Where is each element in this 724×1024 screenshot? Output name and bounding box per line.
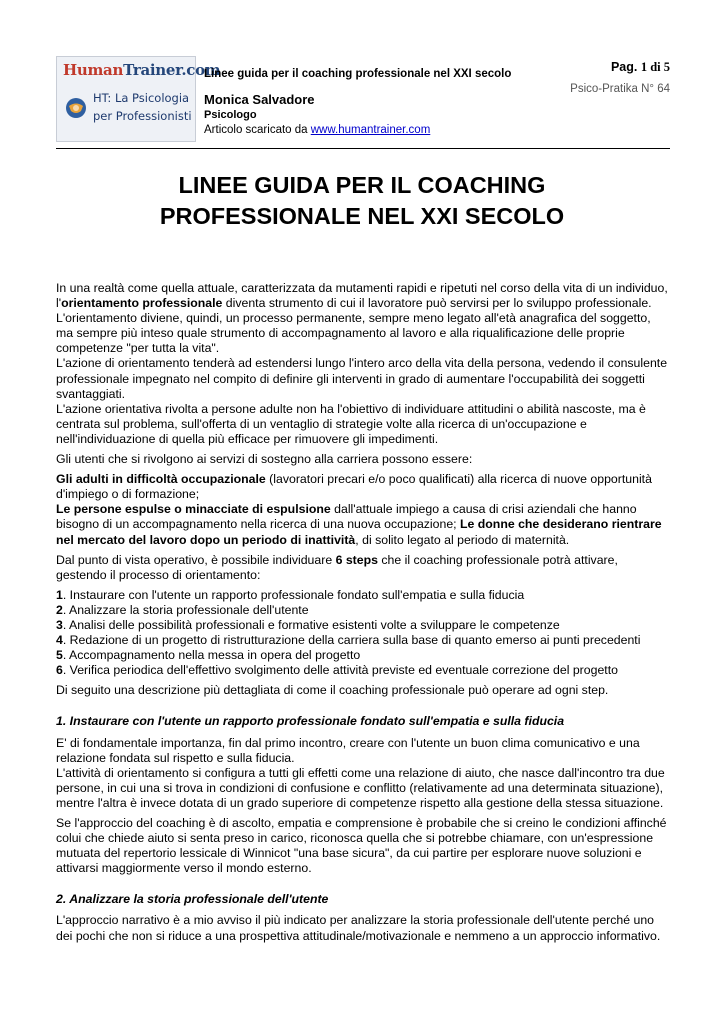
humantrainer-link[interactable]: www.humantrainer.com	[310, 124, 431, 136]
section-1-heading: 1. Instaurare con l'utente un rapporto professionale fondato sull'empatia e sulla fiducia	[56, 714, 565, 729]
steps-intro-text-2: che il coaching professionale potrà attivare, gestendo il processo di orientamento:	[56, 552, 618, 582]
page-current: 1	[640, 60, 648, 74]
header-download-note	[204, 124, 430, 136]
step-number: 3	[56, 617, 63, 632]
list-item	[56, 603, 670, 618]
section-2-heading: 2. Analizzare la storia professionale dell'utente	[56, 892, 329, 907]
steps-intro-bold: 6 steps	[335, 552, 378, 567]
targets-paragraph	[56, 472, 670, 547]
target-1-bold: Gli adulti in difficoltà occupazionale	[56, 472, 266, 487]
logo-brand-trainer: Trainer.com	[123, 61, 221, 79]
logo-tagline-1: HT: La Psicologia	[93, 91, 190, 105]
intro-paragraph	[56, 281, 670, 447]
title-line-2: PROFESSIONALE NEL XXI SECOLO	[159, 203, 565, 229]
article-body	[56, 281, 670, 949]
target-1-text: (lavoratori precari e/o poco qualificati) alla ricerca di nuove opportunità d'impiego o di formazione;	[56, 472, 652, 502]
list-item	[56, 588, 670, 603]
header-author-role: Psicologo	[204, 109, 257, 121]
header-article-title: Linee guida per il coaching professionale nel XXI secolo	[204, 68, 512, 80]
step-text: . Instaurare con l'utente un rapporto professionale fondato sull'empatia e sulla fiducia	[62, 587, 525, 602]
page-total: 5	[663, 60, 670, 74]
page-header	[56, 50, 670, 146]
steps-intro-text-1: Dal punto di vista operativo, è possibile individuare	[56, 552, 336, 567]
title-line-1: LINEE GUIDA PER IL COACHING	[178, 172, 546, 198]
section-1-text-a: E' di fondamentale importanza, fin dal primo incontro, creare con l'utente un buon clima comunicativo e una relazione fondata sul rispetto e sulla fiducia.	[56, 735, 640, 765]
intro-text-5: L'azione orientativa rivolta a persone adulte non ha l'obiettivo di individuare attitudini o abilità nascoste, ma è centrata sul problema, sull'offerta di un ventaglio di strategie volte alla ricerca di un'occupazione e nell'individuazione di quella più efficace per rimuovere gli impedimenti.	[56, 401, 646, 446]
step-number: 2	[56, 602, 63, 617]
page-of: di	[647, 60, 664, 74]
target-2-text: dall'attuale impiego a causa di crisi aziendali che hanno bisogno di un accompagnamento nella ricerca di una nuova occupazione;	[56, 502, 637, 532]
target-2-bold: Le persone espulse o minacciate di espulsione	[56, 502, 331, 517]
target-3-bold: Le donne che desiderano rientrare nel mercato del lavoro dopo un periodo di inattività	[56, 517, 662, 547]
step-text: . Analizzare la storia professionale dell'utente	[62, 602, 309, 617]
section-1-paragraph-1	[56, 736, 670, 811]
list-item	[56, 618, 670, 633]
document-title	[56, 170, 668, 232]
step-number: 5	[56, 648, 63, 663]
issue-number: Psico-Pratika N° 64	[570, 83, 670, 95]
logo-tagline-2: per Professionisti	[93, 109, 192, 123]
list-item	[56, 648, 670, 663]
logo-brand-human: Human	[63, 61, 124, 79]
intro-text-2: diventa strumento di cui il lavoratore può servirsi per lo sviluppo professionale.	[222, 296, 652, 311]
step-text: . Verifica periodica dell'effettivo svolgimento delle attività previste ed eventuale correzione del progetto	[62, 663, 618, 678]
humantrainer-logo[interactable]	[56, 56, 221, 142]
page-label: Pag.	[610, 60, 641, 74]
download-prefix: Articolo scaricato da	[204, 124, 311, 136]
target-3-text: , di solito legato al periodo di maternità.	[355, 532, 570, 547]
header-divider	[56, 148, 670, 149]
intro-bold-term: orientamento professionale	[61, 296, 223, 311]
who-paragraph: Gli utenti che si rivolgono ai servizi di sostegno alla carriera possono essere:	[56, 452, 473, 467]
section-2-paragraph-1: L'approccio narrativo è a mio avviso il più indicato per analizzare la storia professionale dell'utente perché uno dei pochi che non si riduce a una prospettiva attitudinale/motivazionale e nemmeno a un approccio informativo.	[56, 913, 661, 943]
header-author: Monica Salvadore	[204, 92, 315, 107]
logo-tagline	[93, 89, 192, 125]
page-number	[611, 60, 670, 75]
step-text: . Redazione di un progetto di ristrutturazione della carriera sulla base di quanto emerso ai punti precedenti	[62, 633, 641, 648]
globe-icon	[65, 97, 87, 119]
step-number: 1	[56, 587, 63, 602]
list-item	[56, 633, 670, 648]
step-number: 4	[56, 633, 63, 648]
followup-paragraph: Di seguito una descrizione più dettagliata di come il coaching professionale può operare ad ogni step.	[56, 683, 609, 698]
intro-text-3: L'orientamento diviene, quindi, un processo permanente, sempre meno legato all'età anagrafica del soggetto, ma sempre più inteso quale strumento di accompagnamento al lavoro e alla riqualificazione delle proprie competenze "per tutta la vita".	[56, 311, 651, 356]
section-1-text-b: L'attività di orientamento si configura a tutti gli effetti come una relazione di aiuto, che nasce dall'incontro tra due persone, in cui una si trova in condizioni di confusione e conflitto (relativamente ad una determinata situazione), mentre l'altra è invece dotata di un grado superiore di competenze rispetto alla gestione della stessa situazione.	[56, 765, 665, 810]
step-text: . Analisi delle possibilità professionali e formative esistenti volte a sviluppare le competenze	[62, 617, 560, 632]
section-1-paragraph-2: Se l'approccio del coaching è di ascolto, empatia e comprensione è probabile che si creino le condizioni affinché colui che chiede aiuto si senta preso in carico, riconosca quella che si potrebbe chiamare, con un'espressione mutuata del repertorio lessicale di Winnicot "una base sicura", da cui partire per esplorare nuove soluzioni e attivarsi maggiormente verso il mondo esterno.	[56, 816, 667, 876]
intro-text-1: In una realtà come quella attuale, caratterizzata da mutamenti rapidi e ripetuti nel corso della vita di un individuo, l'	[56, 281, 668, 311]
intro-text-4: L'azione di orientamento tenderà ad estendersi lungo l'intero arco della vita della persona, vedendo il consulente professionale impegnato nel compito di definire gli interventi in grado di aumentare l'occupabilità dei soggetti svantaggiati.	[56, 356, 668, 401]
step-text: . Accompagnamento nella messa in opera del progetto	[62, 648, 361, 663]
logo-brand	[63, 61, 220, 79]
list-item	[56, 663, 670, 678]
step-number: 6	[56, 663, 63, 678]
steps-intro-paragraph	[56, 553, 670, 583]
